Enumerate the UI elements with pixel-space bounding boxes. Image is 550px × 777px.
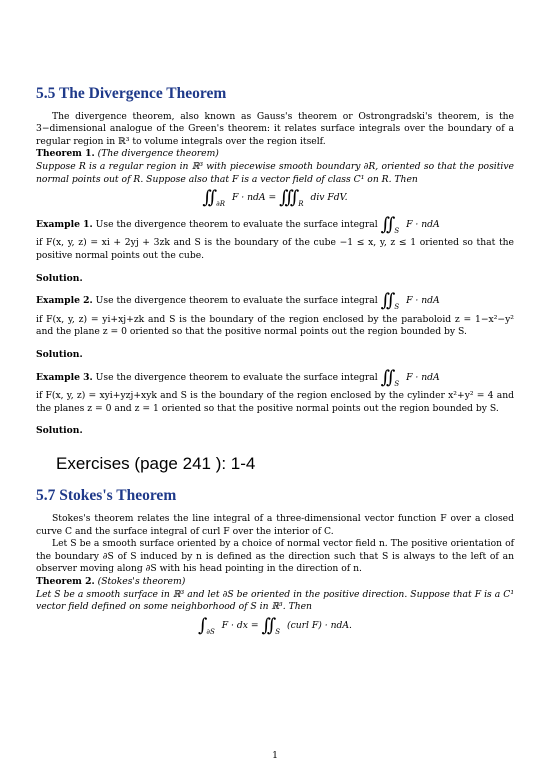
example-1-header xyxy=(36,213,514,238)
example-3-text: if F(x, y, z) = xyi+yzj+xyk and S is the boundary of the region enclosed by the cylinder x²+y² = 4 and the planes z = 0 and z = 1 oriented so that the positive normal points out the region bounded by S. xyxy=(36,390,514,414)
double-integral-symbol: ∫∫ xyxy=(261,614,273,636)
theorem-1-name: (The divergence theorem) xyxy=(97,148,219,160)
theorem-2-label: Theorem 2. xyxy=(36,576,95,588)
stokes-lhs-subscript: ∂S xyxy=(206,627,215,636)
double-integral-symbol: ∫∫ xyxy=(380,290,392,312)
stokes-paragraph-2: Let S be a smooth surface oriented by a choice of normal vector field n. The positive orientation of the boundary ∂S of S induced by n is defined as the direction such that S is always to the left of an observer moving along ∂S with his head pointing in the direction of n. xyxy=(36,538,514,575)
example-1-prompt: Use the divergence theorem to evaluate the surface integral xyxy=(95,218,378,230)
double-integral-symbol: ∫∫ xyxy=(380,366,392,388)
theorem-2-name: (Stokes's theorem) xyxy=(97,576,186,588)
example-2-label: Example 2. xyxy=(36,295,93,307)
example-3-solution: Solution. xyxy=(36,425,83,437)
example-1-text: if F(x, y, z) = xi + 2yj + 3zk and S is the boundary of the cube −1 ≤ x, y, z ≤ 1 oriented so that the positive normal points out the cube. xyxy=(36,237,514,261)
divergence-intro: The divergence theorem, also known as Gauss's theorem or Ostrongradski's theorem, is the 3−dimensional analogue of the Green's theorem: it relates surface integrals over the boundary of a regular region in ℝ³ to volume integrals over the region itself. xyxy=(36,110,514,147)
example-3-header xyxy=(36,366,514,391)
example-2 xyxy=(36,290,514,371)
example-2-subscript: S xyxy=(394,303,400,312)
triple-integral-symbol: ∫∫∫ xyxy=(279,187,296,209)
example-3 xyxy=(36,366,514,438)
example-1-label: Example 1. xyxy=(36,218,93,230)
stokes-rhs-subscript: S xyxy=(275,627,281,636)
section-title-stokes: 5.7 Stokes's Theorem xyxy=(36,487,177,505)
double-integral-symbol: ∫∫ xyxy=(380,213,392,235)
section-title-divergence: 5.5 The Divergence Theorem xyxy=(36,85,227,102)
theorem-2 xyxy=(36,576,514,589)
stokes-formula xyxy=(36,614,514,639)
example-1-integral: F · ndA xyxy=(406,218,440,230)
theorem-1 xyxy=(36,148,514,161)
example-1-subscript: S xyxy=(394,226,400,235)
example-2-text: if F(x, y, z) = yi+xj+zk and S is the boundary of the region enclosed by the paraboloid z = 1−x²−y² and the plane z = 0 oriented so that the positive normal points out the region bounded by S. xyxy=(36,313,514,338)
exercises-heading: Exercises (page 241 ): 1-4 xyxy=(56,453,256,473)
example-2-header xyxy=(36,290,514,314)
example-2-integral: F · ndA xyxy=(406,295,440,307)
formula-rhs-subscript: R xyxy=(298,200,304,209)
stokes-lhs: F · dx = xyxy=(221,619,259,631)
formula-rhs: div FdV. xyxy=(310,192,348,204)
theorem-1-text: Suppose R is a regular region in ℝ³ with piecewise smooth boundary ∂R, oriented so that the positive normal points out of R. Suppose also that F is a vector field of class C¹ on R. Then xyxy=(36,160,514,185)
example-2-prompt: Use the divergence theorem to evaluate the surface integral xyxy=(95,295,378,307)
example-3-integral: F · ndA xyxy=(406,371,440,383)
stokes-rhs: (curl F) · ndA. xyxy=(286,619,352,631)
page-number: 1 xyxy=(272,750,278,761)
divergence-formula xyxy=(36,187,514,211)
formula-lhs: F · ndA = xyxy=(231,192,277,204)
formula-lhs-subscript: ∂R xyxy=(216,200,226,209)
example-3-prompt: Use the divergence theorem to evaluate the surface integral xyxy=(95,371,378,383)
theorem-1-label: Theorem 1. xyxy=(36,148,95,160)
example-3-label: Example 3. xyxy=(36,371,93,383)
stokes-paragraph-1: Stokes's theorem relates the line integral of a three-dimensional vector function F over a closed curve C and the surface integral of curl F over the interior of C. xyxy=(36,513,514,537)
example-2-solution: Solution. xyxy=(36,348,83,360)
example-1 xyxy=(36,213,514,295)
example-3-subscript: S xyxy=(394,379,400,388)
double-integral-symbol: ∫∫ xyxy=(202,187,214,209)
document-page xyxy=(36,85,514,646)
example-1-solution: Solution. xyxy=(36,272,83,284)
theorem-2-text: Let S be a smooth surface in ℝ³ and let ∂S be oriented in the positive direction. Suppose that F is a C¹ vector field defined on some neighborhood of S in ℝ³. Then xyxy=(36,588,514,613)
line-integral-symbol: ∫ xyxy=(198,614,204,636)
